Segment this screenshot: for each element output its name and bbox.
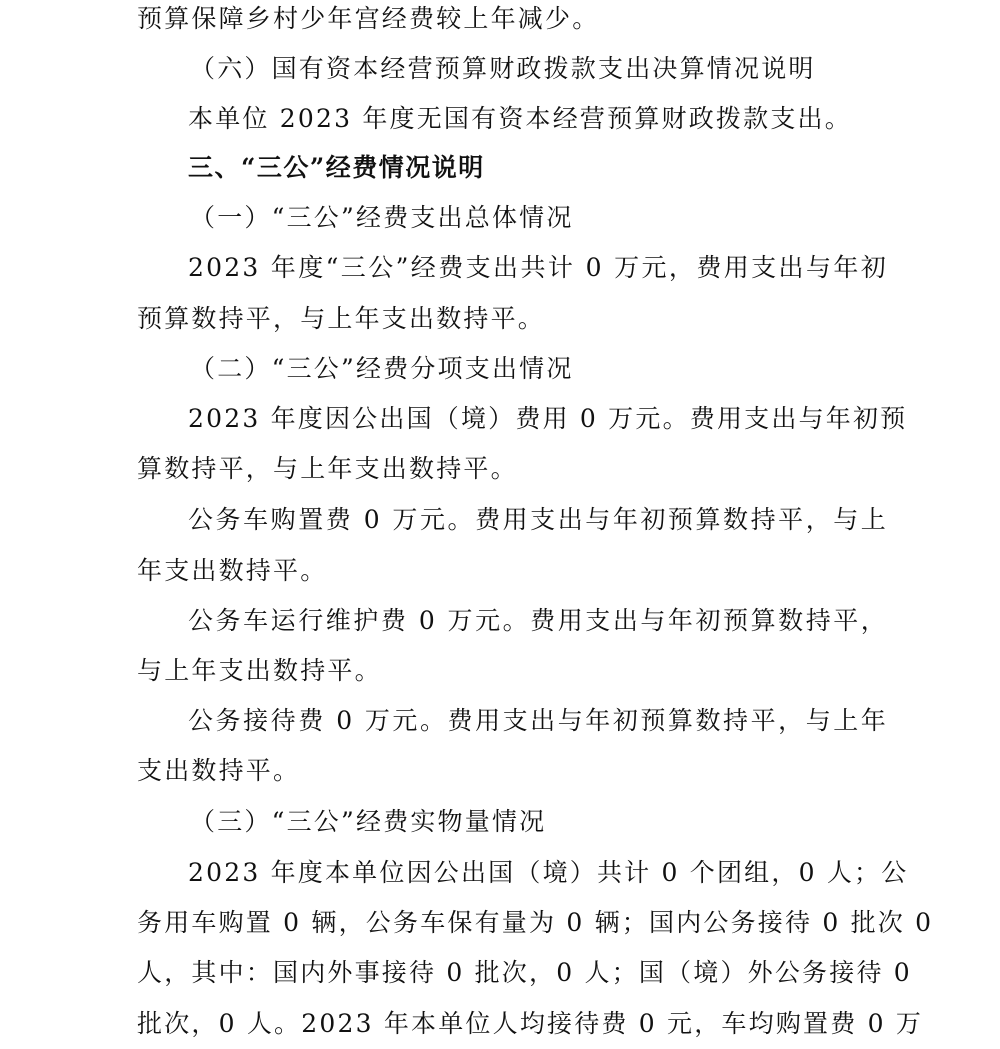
paragraph-line: 支出数持平。 bbox=[137, 756, 301, 785]
paragraph-line: 算数持平，与上年支出数持平。 bbox=[137, 454, 518, 483]
paragraph-line: 年支出数持平。 bbox=[137, 556, 328, 585]
chapter-heading-three-public: 三、“三公”经费情况说明 bbox=[188, 153, 485, 182]
paragraph-line: 预算数持平，与上年支出数持平。 bbox=[137, 304, 546, 333]
paragraph-line: 务用车购置 0 辆，公务车保有量为 0 辆；国内公务接待 0 批次 0 bbox=[137, 908, 934, 937]
paragraph-line: 公务车运行维护费 0 万元。费用支出与年初预算数持平， bbox=[188, 606, 888, 635]
section-heading-three: （三）“三公”经费实物量情况 bbox=[190, 807, 547, 836]
section-heading-one: （一）“三公”经费支出总体情况 bbox=[190, 203, 574, 232]
paragraph-line: 批次，0 人。2023 年本单位人均接待费 0 元，车均购置费 0 万 bbox=[137, 1009, 924, 1038]
paragraph-line: 2023 年度“三公”经费支出共计 0 万元，费用支出与年初 bbox=[188, 253, 888, 282]
paragraph-line: 公务车购置费 0 万元。费用支出与年初预算数持平，与上 bbox=[188, 505, 888, 534]
section-heading-two: （二）“三公”经费分项支出情况 bbox=[190, 354, 574, 383]
paragraph-line: 公务接待费 0 万元。费用支出与年初预算数持平，与上年 bbox=[188, 706, 888, 735]
section-heading-six: （六）国有资本经营预算财政拨款支出决算情况说明 bbox=[190, 54, 816, 83]
paragraph-line: 与上年支出数持平。 bbox=[137, 656, 382, 685]
paragraph-line: 2023 年度本单位因公出国（境）共计 0 个团组，0 人；公 bbox=[188, 858, 909, 887]
paragraph-line: 预算保障乡村少年宫经费较上年减少。 bbox=[137, 4, 600, 33]
paragraph-line: 人，其中：国内外事接待 0 批次，0 人；国（境）外公务接待 0 bbox=[137, 958, 912, 987]
paragraph-line: 2023 年度因公出国（境）费用 0 万元。费用支出与年初预 bbox=[188, 404, 908, 433]
paragraph-line: 本单位 2023 年度无国有资本经营预算财政拨款支出。 bbox=[188, 104, 852, 133]
